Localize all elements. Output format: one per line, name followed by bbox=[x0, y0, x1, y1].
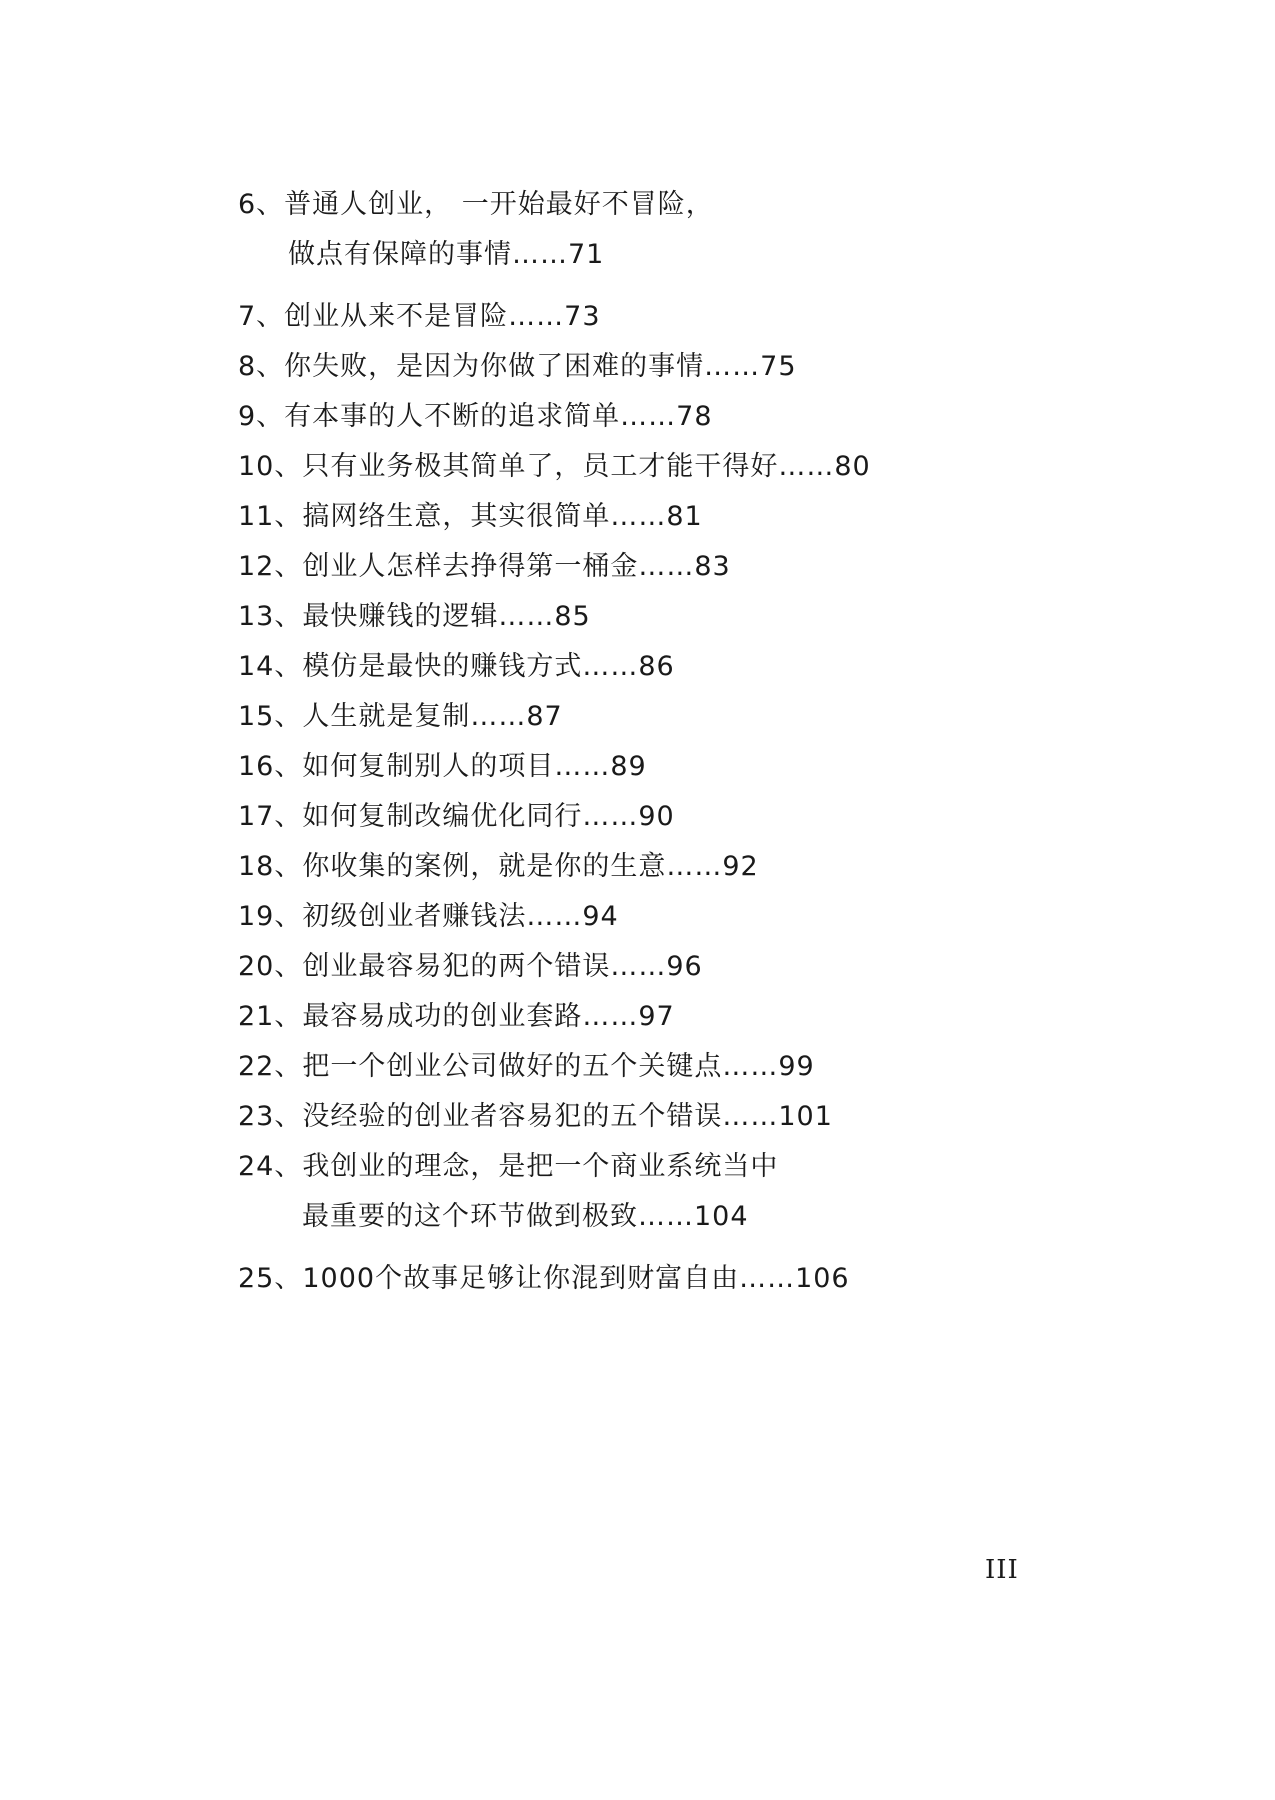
toc-entry-20 bbox=[238, 942, 1138, 992]
toc-entry-13 bbox=[238, 592, 1138, 642]
toc-entry-25 bbox=[238, 1254, 1138, 1304]
toc-entry-19 bbox=[238, 892, 1138, 942]
toc-entry-line: 8、你失败，是因为你做了困难的事情……75 bbox=[238, 351, 797, 382]
toc-entry-line-continued: 做点有保障的事情……71 bbox=[288, 239, 605, 270]
toc-entry-line: 21、最容易成功的创业套路……97 bbox=[238, 1001, 675, 1032]
table-of-contents bbox=[238, 180, 1138, 1304]
toc-entry-line: 17、如何复制改编优化同行……90 bbox=[238, 801, 675, 832]
toc-entry-24 bbox=[238, 1142, 1138, 1242]
toc-entry-line: 9、有本事的人不断的追求简单……78 bbox=[238, 401, 713, 432]
toc-entry-8 bbox=[238, 342, 1138, 392]
toc-entry-line-continued: 最重要的这个环节做到极致……104 bbox=[302, 1201, 749, 1232]
toc-entry-11 bbox=[238, 492, 1138, 542]
toc-entry-line: 20、创业最容易犯的两个错误……96 bbox=[238, 951, 703, 982]
toc-entry-22 bbox=[238, 1042, 1138, 1092]
toc-entry-6 bbox=[238, 180, 1138, 280]
toc-entry-line: 23、没经验的创业者容易犯的五个错误……101 bbox=[238, 1101, 833, 1132]
toc-entry-10 bbox=[238, 442, 1138, 492]
toc-entry-line: 24、我创业的理念，是把一个商业系统当中 bbox=[238, 1151, 779, 1182]
toc-entry-line: 19、初级创业者赚钱法……94 bbox=[238, 901, 619, 932]
toc-entry-21 bbox=[238, 992, 1138, 1042]
toc-entry-line: 14、模仿是最快的赚钱方式……86 bbox=[238, 651, 675, 682]
toc-entry-line: 16、如何复制别人的项目……89 bbox=[238, 751, 647, 782]
toc-entry-line: 12、创业人怎样去挣得第一桶金……83 bbox=[238, 551, 731, 582]
toc-entry-line: 22、把一个创业公司做好的五个关键点……99 bbox=[238, 1051, 815, 1082]
toc-entry-18 bbox=[238, 842, 1138, 892]
toc-entry-line: 15、人生就是复制……87 bbox=[238, 701, 563, 732]
toc-entry-12 bbox=[238, 542, 1138, 592]
page-number: III bbox=[985, 1555, 1019, 1585]
toc-entry-15 bbox=[238, 692, 1138, 742]
toc-entry-14 bbox=[238, 642, 1138, 692]
toc-entry-16 bbox=[238, 742, 1138, 792]
toc-entry-7 bbox=[238, 292, 1138, 342]
toc-entry-line: 7、创业从来不是冒险……73 bbox=[238, 301, 601, 332]
toc-entry-line: 25、1000个故事足够让你混到财富自由……106 bbox=[238, 1263, 850, 1294]
toc-entry-23 bbox=[238, 1092, 1138, 1142]
toc-entry-line: 13、最快赚钱的逻辑……85 bbox=[238, 601, 591, 632]
toc-entry-line: 18、你收集的案例，就是你的生意……92 bbox=[238, 851, 759, 882]
toc-entry-line: 10、只有业务极其简单了，员工才能干得好……80 bbox=[238, 451, 871, 482]
toc-entry-line: 6、普通人创业， 一开始最好不冒险， bbox=[238, 189, 714, 220]
toc-entry-9 bbox=[238, 392, 1138, 442]
toc-entry-line: 11、搞网络生意，其实很简单……81 bbox=[238, 501, 703, 532]
toc-entry-17 bbox=[238, 792, 1138, 842]
